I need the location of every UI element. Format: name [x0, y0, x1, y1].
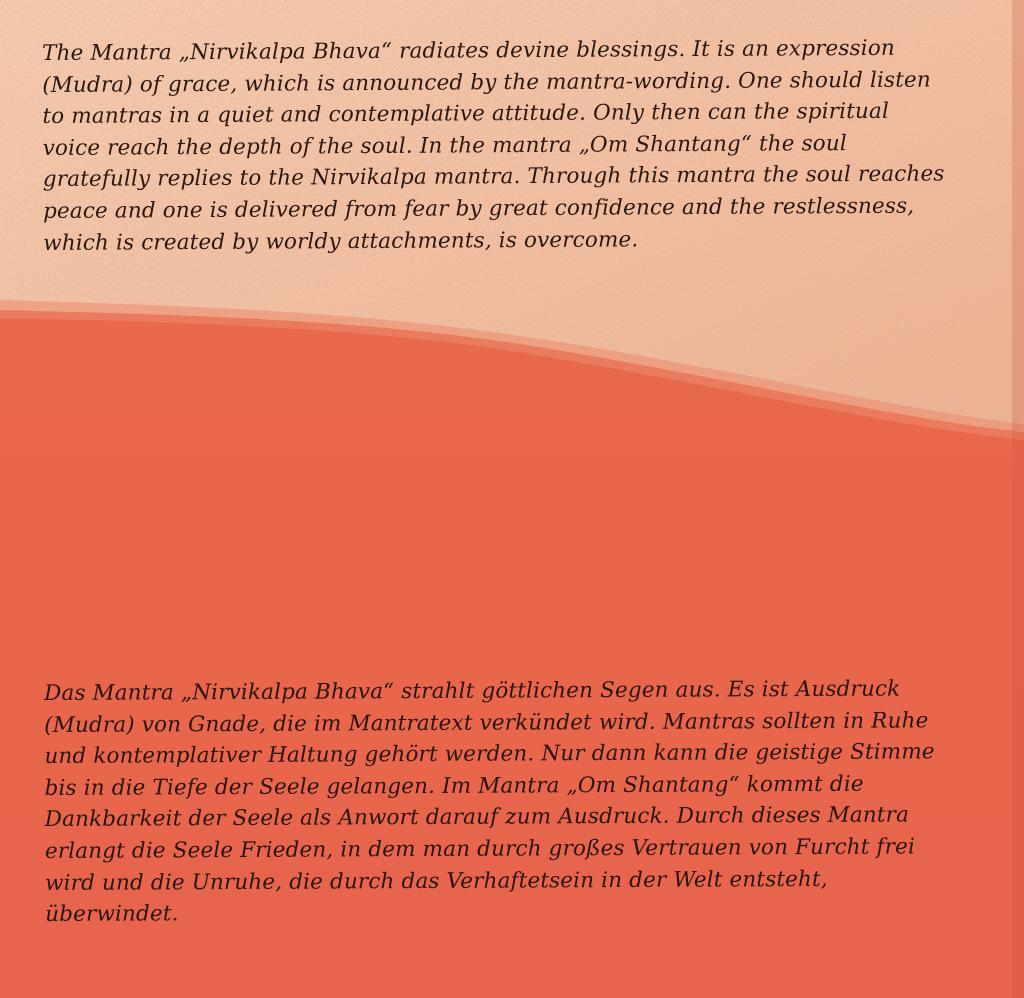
german-line: Dankbarkeit der Seele als Anwort darauf zum Ausdruck. Durch dieses Mantra — [44, 802, 910, 833]
english-paragraph — [42, 32, 945, 259]
english-line: gratefully replies to the Nirvikalpa mantra. Through this mantra the soul reaches — [42, 161, 945, 193]
english-line: voice reach the depth of the soul. In the mantra „Om Shantang“ the soul — [42, 130, 847, 161]
english-line: peace and one is delivered from fear by great confidence and the restlessness, — [42, 193, 915, 224]
german-line: Das Mantra „Nirvikalpa Bhava“ strahlt göttlichen Segen aus. Es ist Ausdruck — [44, 676, 901, 706]
english-line: to mantras in a quiet and contemplative attitude. Only then can the spiritual — [42, 99, 890, 130]
german-line: wird und die Unruhe, die durch das Verhaftetsein in der Welt entsteht, — [45, 866, 828, 896]
german-line: bis in die Tiefe der Seele gelangen. Im Mantra „Om Shantang“ kommt die — [44, 771, 864, 801]
german-line: überwindet. — [45, 901, 179, 928]
german-line: (Mudra) von Gnade, die im Mantratext verkündet wird. Mantras sollten in Ruhe — [44, 707, 929, 738]
english-line: which is created by worldy attachments, is overcome. — [43, 226, 639, 256]
english-line: (Mudra) of grace, which is announced by the mantra-wording. One should listen — [42, 67, 931, 98]
german-paragraph — [44, 673, 936, 930]
english-line: The Mantra „Nirvikalpa Bhava“ radiates devine blessings. It is an expression — [42, 35, 895, 66]
german-line: und kontemplativer Haltung gehört werden. Nur dann kann die geistige Stimme — [44, 739, 935, 770]
german-line: erlangt die Seele Frieden, in dem man durch großes Vertrauen von Furcht frei — [44, 834, 916, 864]
